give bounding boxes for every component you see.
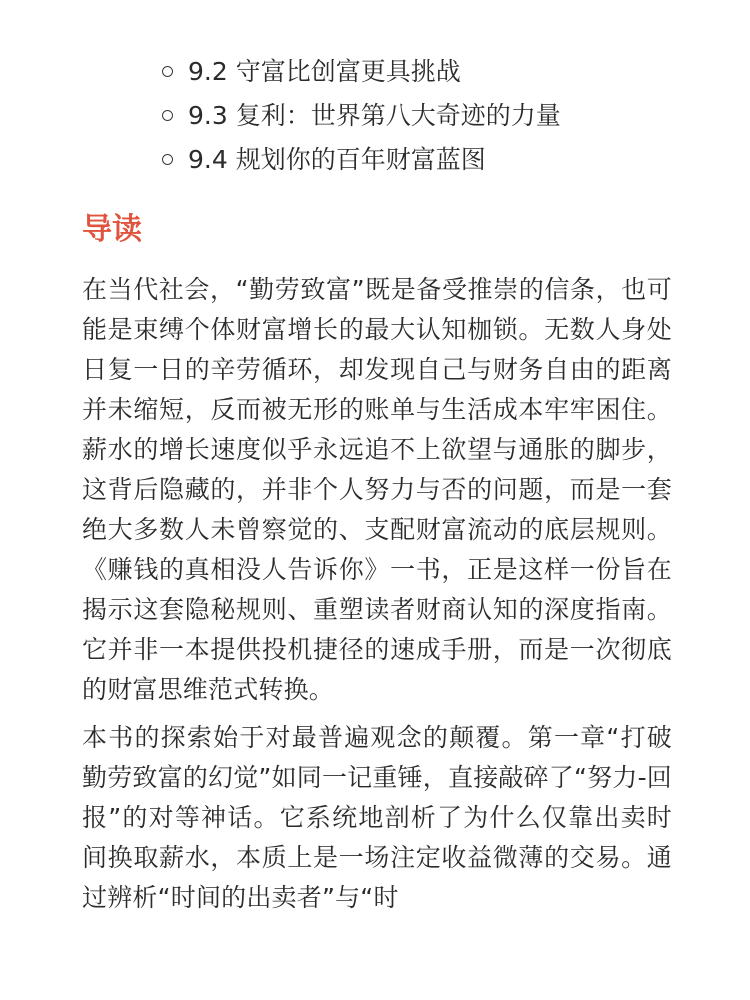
hollow-circle-bullet-icon — [162, 110, 173, 121]
hollow-circle-bullet-icon — [162, 66, 173, 77]
section-heading: 导读 — [82, 212, 142, 247]
toc-item[interactable] — [160, 94, 561, 138]
hollow-circle-bullet-icon — [162, 154, 173, 165]
table-of-contents — [160, 50, 561, 182]
section-body — [82, 270, 672, 926]
body-paragraph: 在当代社会，“勤劳致富”既是备受推崇的信条，也可能是束缚个体财富增长的最大认知枷锁。无数人身处日复一日的辛劳循环，却发现自己与财务自由的距离并未缩短，反而被无形的账单与生活成本牢牢困住。薪水的增长速度似乎永远追不上欲望与通胀的脚步，这背后隐藏的，并非个人努力与否的问题，而是一套绝大多数人未曾察觉的、支配财富流动的底层规则。《赚钱的真相没人告诉你》一书，正是这样一份旨在揭示这套隐秘规则、重塑读者财商认知的深度指南。它并非一本提供投机捷径的速成手册，而是一次彻底的财富思维范式转换。 — [82, 275, 672, 704]
toc-item[interactable] — [160, 138, 561, 182]
toc-item-label: 9.2 守富比创富更具挑战 — [188, 57, 461, 86]
toc-item[interactable] — [160, 50, 561, 94]
body-paragraph: 本书的探索始于对最普遍观念的颠覆。第一章“打破勤劳致富的幻觉”如同一记重锤，直接敲碎了“努力-回报”的对等神话。它系统地剖析了为什么仅靠出卖时间换取薪水，本质上是一场注定收益微薄的交易。通过辨析“时间的出卖者”与“时 — [82, 723, 672, 912]
toc-item-label: 9.4 规划你的百年财富蓝图 — [188, 145, 486, 174]
toc-item-label: 9.3 复利：世界第八大奇迹的力量 — [188, 101, 561, 130]
